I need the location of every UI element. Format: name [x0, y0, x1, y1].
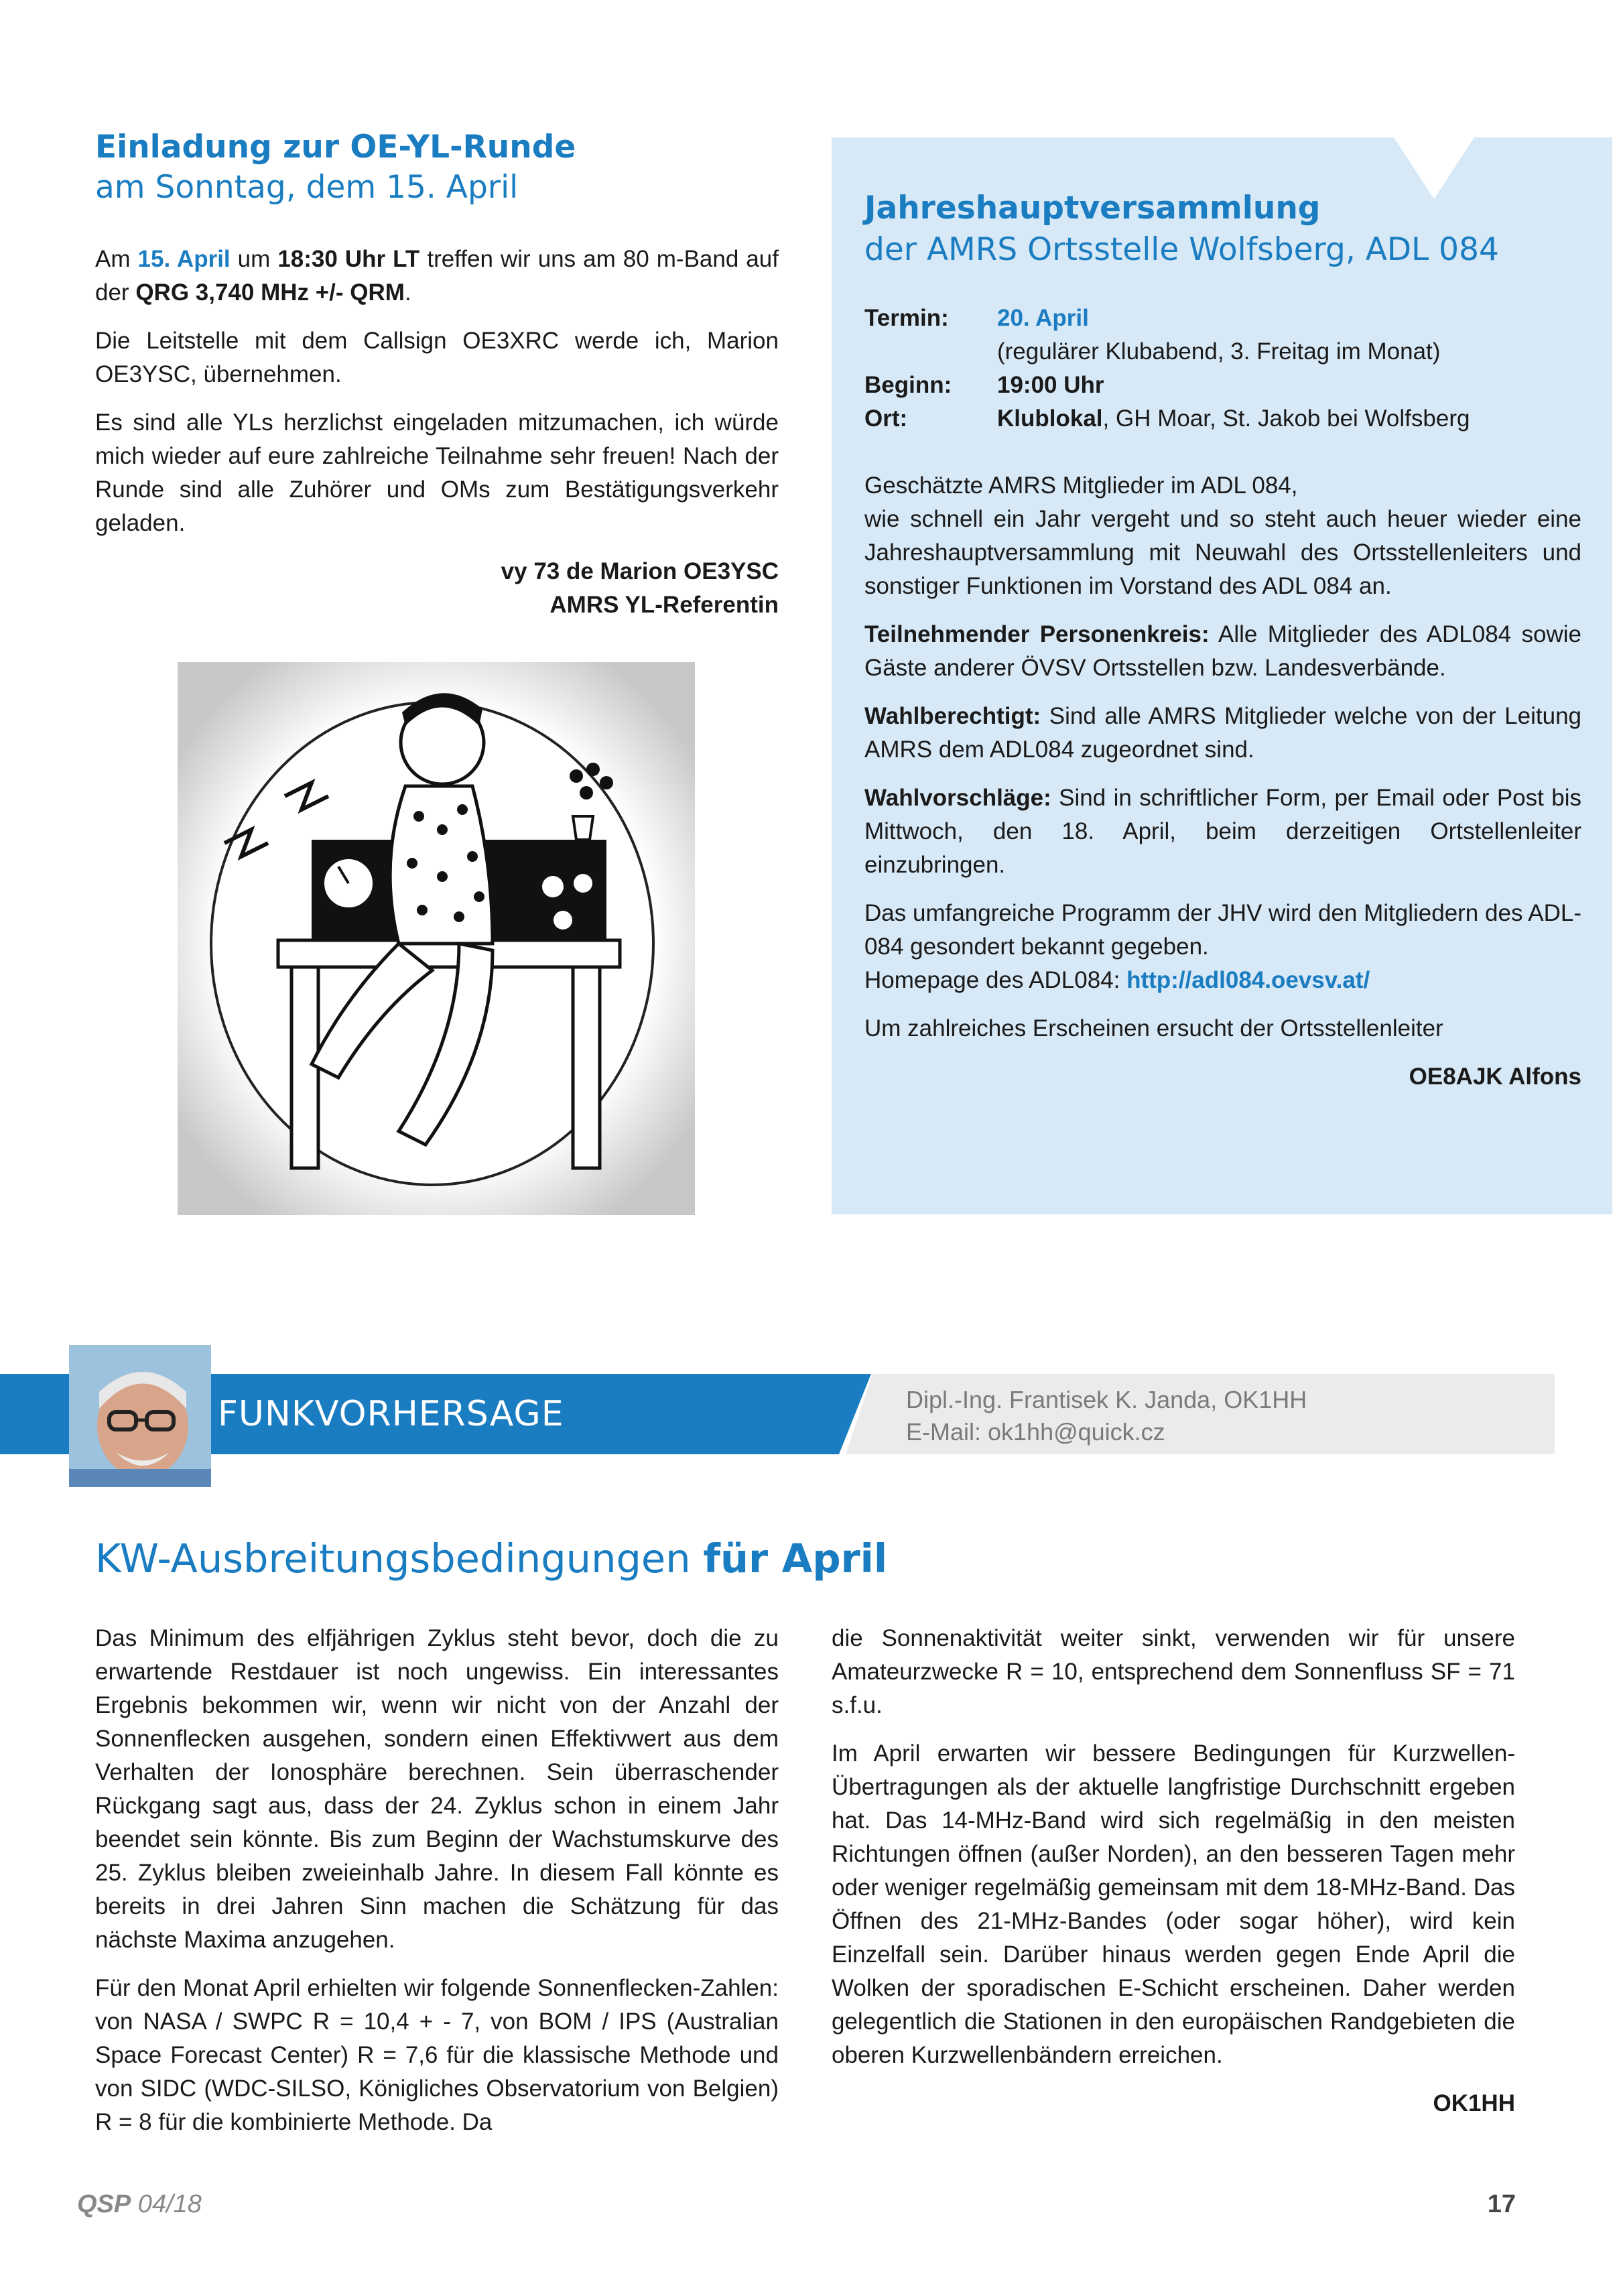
jhv-meta-table	[864, 302, 1535, 436]
yl-signature-line2: AMRS YL-Referentin	[549, 592, 779, 618]
jhv-paragraph-6: Um zahlreiches Erscheinen ersucht der Ortsstellenleiter	[864, 1015, 1443, 1041]
author-photo	[69, 1345, 211, 1487]
kw-article-title	[95, 1535, 887, 1583]
yl-title-line2: am Sonntag, dem 15. April	[95, 169, 519, 206]
author-portrait-icon	[69, 1345, 211, 1487]
yl-article-body	[95, 243, 779, 622]
homepage-link[interactable]: http://adl084.oevsv.at/	[1126, 967, 1370, 993]
jhv-paragraph-2	[864, 618, 1581, 685]
kw-paragraph-4: Im April erwarten wir bessere Bedingungen für Kurzwellen-Übertragungen als der aktuelle langfristige Durchschnitt ergeben hat. Das 14-MHz-Band wird sich regelmäßig in den meisten Richtungen öffnen (außer Norden), an den besseren Tagen mehr oder weniger regelmäßig gemeinsam mit dem 18-MHz-Band. Das Öffnen des 21-MHz-Bandes (oder sogar höher), wird kein Einzelfall sein. Darüber hinaus werden gegen Ende April die Wolken der sporadischen E-Schicht erscheinen. Daher werden gelegentlich die Stationen in den europäischen Randgebieten die oberen Kurzwellenbändern erreichen.	[832, 1740, 1515, 2068]
page-number: 17	[1487, 2190, 1516, 2218]
ort-label: Ort:	[864, 405, 908, 432]
yl-paragraph-2: Die Leitstelle mit dem Callsign OE3XRC werde ich, Marion OE3YSC, übernehmen.	[95, 328, 779, 387]
kw-column-2	[832, 1622, 1515, 2120]
qrg-highlight: QRG 3,740 MHz +/- QRM	[135, 279, 405, 306]
nominations-text: Sind in schriftlicher Form, per Email oder Post bis Mittwoch, den 18. April, beim derzeitigen Ortstellenleiter einzubringen.	[864, 785, 1581, 878]
yl-paragraph-3: Es sind alle YLs herzlichst eingeladen mitzumachen, ich würde mich wieder auf eure zahlreiche Teilnahme sehr freuen! Nach der Runde sind alle Zuhörer und OMs zum Bestätigungsverkehr geladen.	[95, 409, 779, 536]
jhv-paragraph-1	[864, 469, 1581, 603]
magazine-logo: QSP	[77, 2190, 131, 2218]
time-highlight: 18:30 Uhr LT	[277, 246, 420, 272]
termin-note: (regulärer Klubabend, 3. Freitag im Monat)	[997, 338, 1441, 365]
program-text: Das umfangreiche Programm der JHV wird den Mitgliedern des ADL-084 gesondert bekannt gegeben.	[864, 900, 1581, 960]
jhv-paragraph-3	[864, 700, 1581, 767]
text-span: um	[230, 246, 278, 272]
beginn-value: 19:00 Uhr	[997, 372, 1104, 398]
section-label: FUNKVORHERSAGE	[218, 1394, 564, 1434]
nominations-label: Wahlvorschläge:	[864, 785, 1051, 811]
homepage-label: Homepage des ADL084:	[864, 967, 1127, 993]
author-email: E-Mail: ok1hh@quick.cz	[906, 1418, 1165, 1446]
termin-value: 20. April	[997, 305, 1089, 331]
footer-issue	[77, 2188, 202, 2220]
kw-paragraph-1: Das Minimum des elfjährigen Zyklus steht bevor, doch die zu erwartende Restdauer ist noch ungewiss. Ein interessantes Ergebnis bekommen wir, wenn wir nicht von der Anzahl der Sonnenflecken ausgehen, sondern einen Effektivwert aus dem Verhalten der Ionosphäre berechnen. Sein überraschender Rückgang sagt aus, dass der 24. Zyklus schon in einem Jahr beendet sein könnte. Bis zum Beginn der Wachstumskurve des 25. Zyklus bleiben zweieinhalb Jahre. In diesem Fall könnte es bereits in drei Jahren Sinn machen die Schätzung für das nächste Maxima anzugehen.	[95, 1625, 779, 1953]
text-span: Am	[95, 246, 138, 272]
termin-note-row	[864, 335, 1535, 369]
jhv-body	[864, 469, 1581, 1094]
author-info	[906, 1384, 1307, 1448]
spacer	[864, 335, 997, 369]
intro-text: wie schnell ein Jahr vergeht und so steht auch heuer wieder eine Jahreshauptversammlung mit Neuwahl des Ortsstellenleiters und sonstiger Funktionen im Vorstand des ADL 084 an.	[864, 506, 1581, 599]
jhv-title-line2: der AMRS Ortsstelle Wolfsberg, ADL 084	[864, 231, 1499, 268]
kw-paragraph-3: die Sonnenaktivität weiter sinkt, verwenden wir für unsere Amateurzwecke R = 10, entsprechend dem Sonnenfluss SF = 71 s.f.u.	[832, 1625, 1515, 1718]
termin-row	[864, 302, 1535, 335]
ort-row	[864, 402, 1535, 436]
jhv-paragraph-4	[864, 781, 1581, 882]
ort-value	[997, 402, 1470, 436]
jhv-title-line1: Jahreshauptversammlung	[864, 190, 1321, 227]
voting-label: Wahlberechtigt:	[864, 703, 1041, 729]
kw-column-1	[95, 1622, 779, 2154]
greeting: Geschätzte AMRS Mitglieder im ADL 084,	[864, 472, 1298, 499]
ort-bold: Klublokal	[997, 405, 1103, 432]
girl-at-radio-illustration	[178, 662, 695, 1215]
participants-label: Teilnehmender Personenkreis:	[864, 621, 1210, 647]
ort-rest: , GH Moar, St. Jakob bei Wolfsberg	[1102, 405, 1470, 432]
jhv-title	[864, 188, 1588, 271]
kw-paragraph-2: Für den Monat April erhielten wir folgende Sonnenflecken-Zahlen: von NASA / SWPC R = 10,4 + - 7, von BOM / IPS (Australian Space Forecast Center) R = 7,6 für die klassische Methode und von SIDC (WDC-SILSO, Königliches Observatorium von Belgien) R = 8 für die kombinierte Methode. Da	[95, 1975, 779, 2135]
kw-title-main: KW-Ausbreitungsbedingungen	[95, 1535, 704, 1582]
yl-article-title	[95, 127, 779, 208]
yl-title-line1: Einladung zur OE-YL-Runde	[95, 129, 576, 166]
text-span: .	[404, 279, 411, 306]
kw-signature: OK1HH	[1433, 2090, 1515, 2116]
beginn-row	[864, 369, 1535, 402]
voting-text: Sind alle AMRS Mitglieder welche von der Leitung AMRS dem ADL084 zugeordnet sind.	[864, 703, 1581, 763]
author-name: Dipl.-Ing. Frantisek K. Janda, OK1HH	[906, 1386, 1307, 1413]
jhv-signature: OE8AJK Alfons	[1409, 1064, 1581, 1090]
text-span: treffen wir uns am 80 m-Band auf der	[95, 246, 779, 306]
participants-text: Alle Mitglieder des ADL084 sowie Gäste anderer ÖVSV Ortsstellen bzw. Landesverbände.	[864, 621, 1581, 681]
beginn-label: Beginn:	[864, 372, 952, 398]
date-highlight: 15. April	[137, 246, 231, 272]
kw-title-bold: für April	[703, 1535, 888, 1582]
yl-paragraph-1	[95, 243, 779, 310]
jhv-paragraph-5	[864, 897, 1581, 997]
issue-number: 04/18	[131, 2190, 202, 2218]
yl-signature-line1: vy 73 de Marion OE3YSC	[501, 558, 779, 584]
yl-illustration	[178, 662, 695, 1215]
termin-label: Termin:	[864, 305, 949, 331]
